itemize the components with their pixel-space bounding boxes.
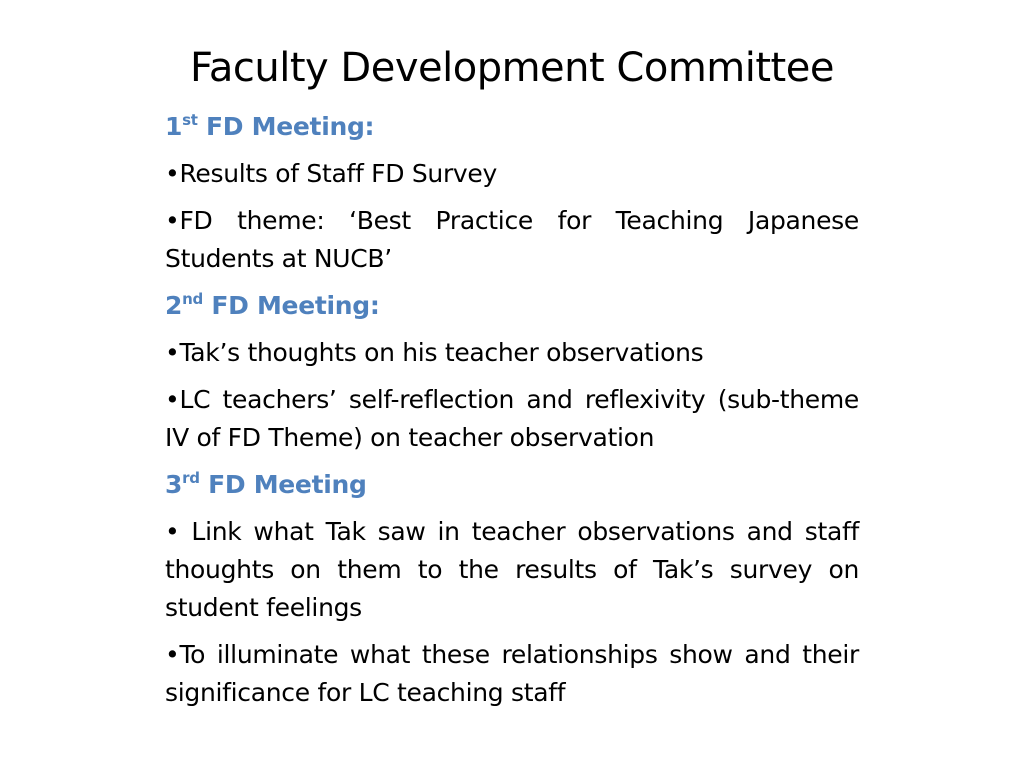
bullet-item: •To illuminate what these relationships show and their significance for LC teaching staff [165,640,859,707]
slide-content [165,108,859,721]
bullet-item: • Link what Tak saw in teacher observations and staff thoughts on them to the results of Tak’s survey on student feelings [165,517,859,622]
meeting-heading-2 [165,287,859,325]
bullet-item: •Tak’s thoughts on his teacher observations [165,338,704,367]
ordinal-suffix: st [182,111,198,129]
meeting-label: FD Meeting: [211,291,380,320]
meeting-heading-3 [165,466,859,504]
bullet-item: •FD theme: ‘Best Practice for Teaching Japanese Students at NUCB’ [165,206,859,273]
meeting-label: FD Meeting [208,470,367,499]
meeting-number: 1 [165,112,183,141]
ordinal-suffix: nd [182,290,203,308]
bullet-item: •Results of Staff FD Survey [165,159,497,188]
meeting-number: 3 [165,470,183,499]
ordinal-suffix: rd [182,469,200,487]
bullet-item: •LC teachers’ self-reflection and reflexivity (sub-theme IV of FD Theme) on teacher observation [165,385,859,452]
meeting-label: FD Meeting: [206,112,375,141]
meeting-heading-1 [165,108,859,146]
slide-title: Faculty Development Committee [190,45,834,91]
meeting-number: 2 [165,291,183,320]
